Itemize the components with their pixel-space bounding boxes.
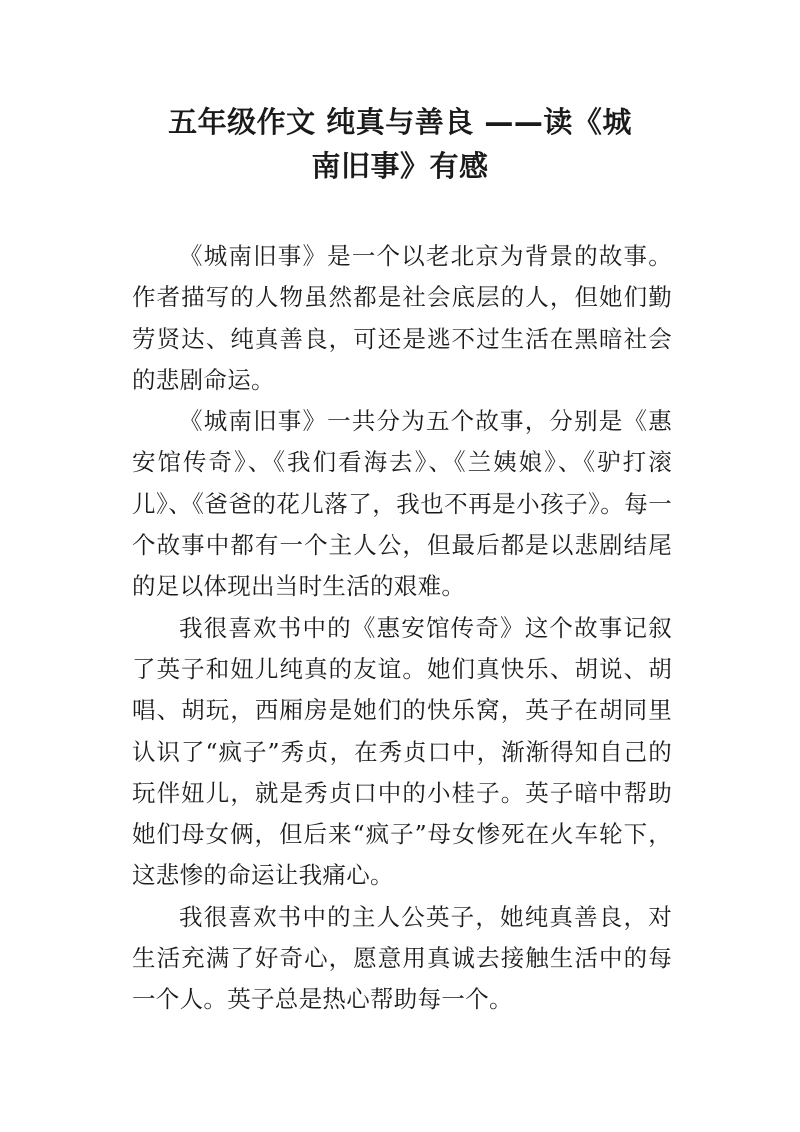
paragraph-4: 我很喜欢书中的主人公英子，她纯真善良，对生活充满了好奇心，愿意用真诚去接触生活中的每一个人。英子总是热心帮助每一个。 [132, 902, 672, 1014]
document-title [100, 100, 700, 188]
document-body [132, 236, 672, 1021]
paragraph-3: 我很喜欢书中的《惠安馆传奇》这个故事记叙了英子和妞儿纯真的友谊。她们真快乐、胡说、胡唱、胡玩，西厢房是她们的快乐窝，英子在胡同里认识了“疯子”秀贞，在秀贞口中，渐渐得知自己的玩伴妞儿，就是秀贞口中的小桂子。英子暗中帮助她们母女俩，但后来“疯子”母女惨死在火车轮下，这悲惨的命运让我痛心。 [132, 613, 672, 890]
paragraph-2: 《城南旧事》一共分为五个故事，分别是《惠安馆传奇》、《我们看海去》、《兰姨娘》、《驴打滚儿》、《爸爸的花儿落了，我也不再是小孩子》。每一个故事中都有一个主人公，但最后都是以悲剧结尾的足以体现出当时生活的艰难。 [132, 407, 672, 601]
paragraph-1: 《城南旧事》是一个以老北京为背景的故事。作者描写的人物虽然都是社会底层的人，但她们勤劳贤达、纯真善良，可还是逃不过生活在黑暗社会的悲剧命运。 [132, 242, 672, 394]
title-line-2: 南旧事》有感 [311, 149, 489, 183]
title-line-1: 五年级作文 纯真与善良 ——读《城 [168, 105, 632, 139]
